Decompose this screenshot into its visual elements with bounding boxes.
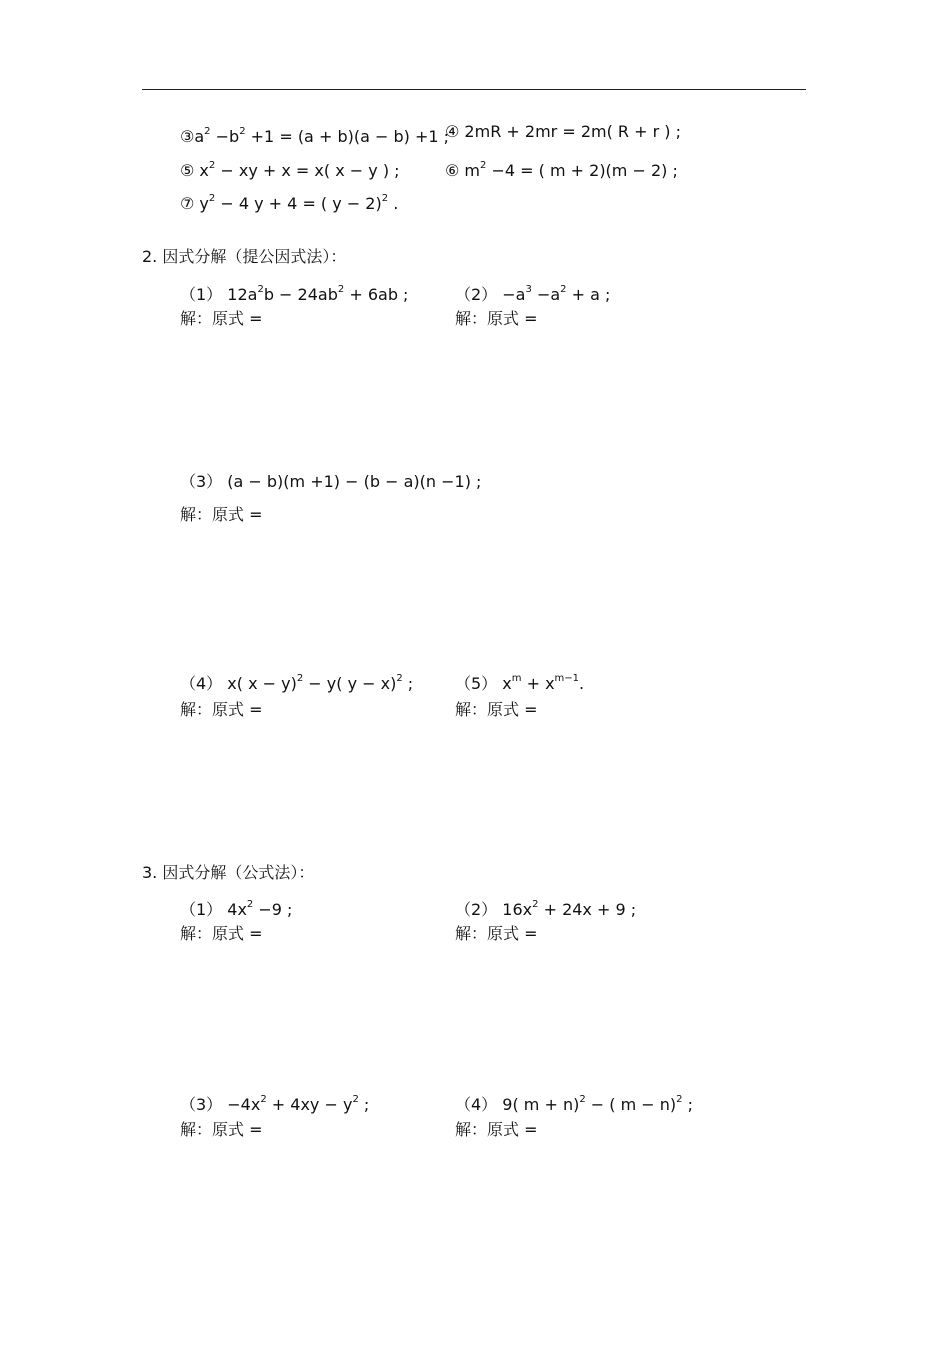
s2-p3-solution-prompt: 解：原式 = [180,505,263,524]
s3-p3-solution-prompt: 解：原式 = [180,1120,263,1139]
s2-p5-solution-prompt: 解：原式 = [455,700,538,719]
section-3-heading: 3. 因式分解（公式法）： [142,863,315,882]
item-7: ⑦ $y^2 - 4$ y + 4 = ( y − 2)$^2$ . [180,193,399,213]
header-rule [142,89,806,90]
s2-problem-5: （5） $x^m + x^{m-1}$. [455,673,585,693]
item-6: ⑥ $m^2 -4$ = ( m + 2)(m − 2) ; [445,160,678,180]
s3-p2-solution-prompt: 解：原式 = [455,924,538,943]
s3-p4-solution-prompt: 解：原式 = [455,1120,538,1139]
s2-problem-4: （4） x( x − y)$^2$ − y( y − x)$^2$ ; [180,673,414,693]
s2-problem-2: $(2) -a^3 -a^2 + a$ ; [455,284,611,304]
s2-problem-3: （3） (a − b)(m +1) − (b − a)(n −1) ; [180,472,482,491]
s3-problem-4: （4） 9( m + n)$^2$ − ( m − n)$^2$ ; [455,1094,694,1114]
s2-p4-solution-prompt: 解：原式 = [180,700,263,719]
item-4: ④ 2mR + 2mr = 2m( R + r ) ; [445,122,681,141]
s3-problem-3: $(3) -4x^2 + 4xy - y^2$ ; [180,1094,370,1114]
item-3: $③a^2 -b^2 +1 = (a + b)(a - b) +1$ ; [180,126,450,146]
s2-p2-solution-prompt: 解：原式 = [455,309,538,328]
s3-p1-solution-prompt: 解：原式 = [180,924,263,943]
item-5: ⑤ $x^2$ − xy + x = x( x − y ) ; [180,160,400,180]
s2-p1-solution-prompt: 解：原式 = [180,309,263,328]
s3-problem-2: （2） $16x^2 + 24x + 9$ ; [455,899,637,919]
section-2-heading: 2. 因式分解（提公因式法）： [142,247,347,266]
s3-problem-1: （1） $4x^2 -9$ ; [180,899,293,919]
s2-problem-1: （1） $12a^2b - 24ab^2 + 6ab$ ; [180,284,409,304]
